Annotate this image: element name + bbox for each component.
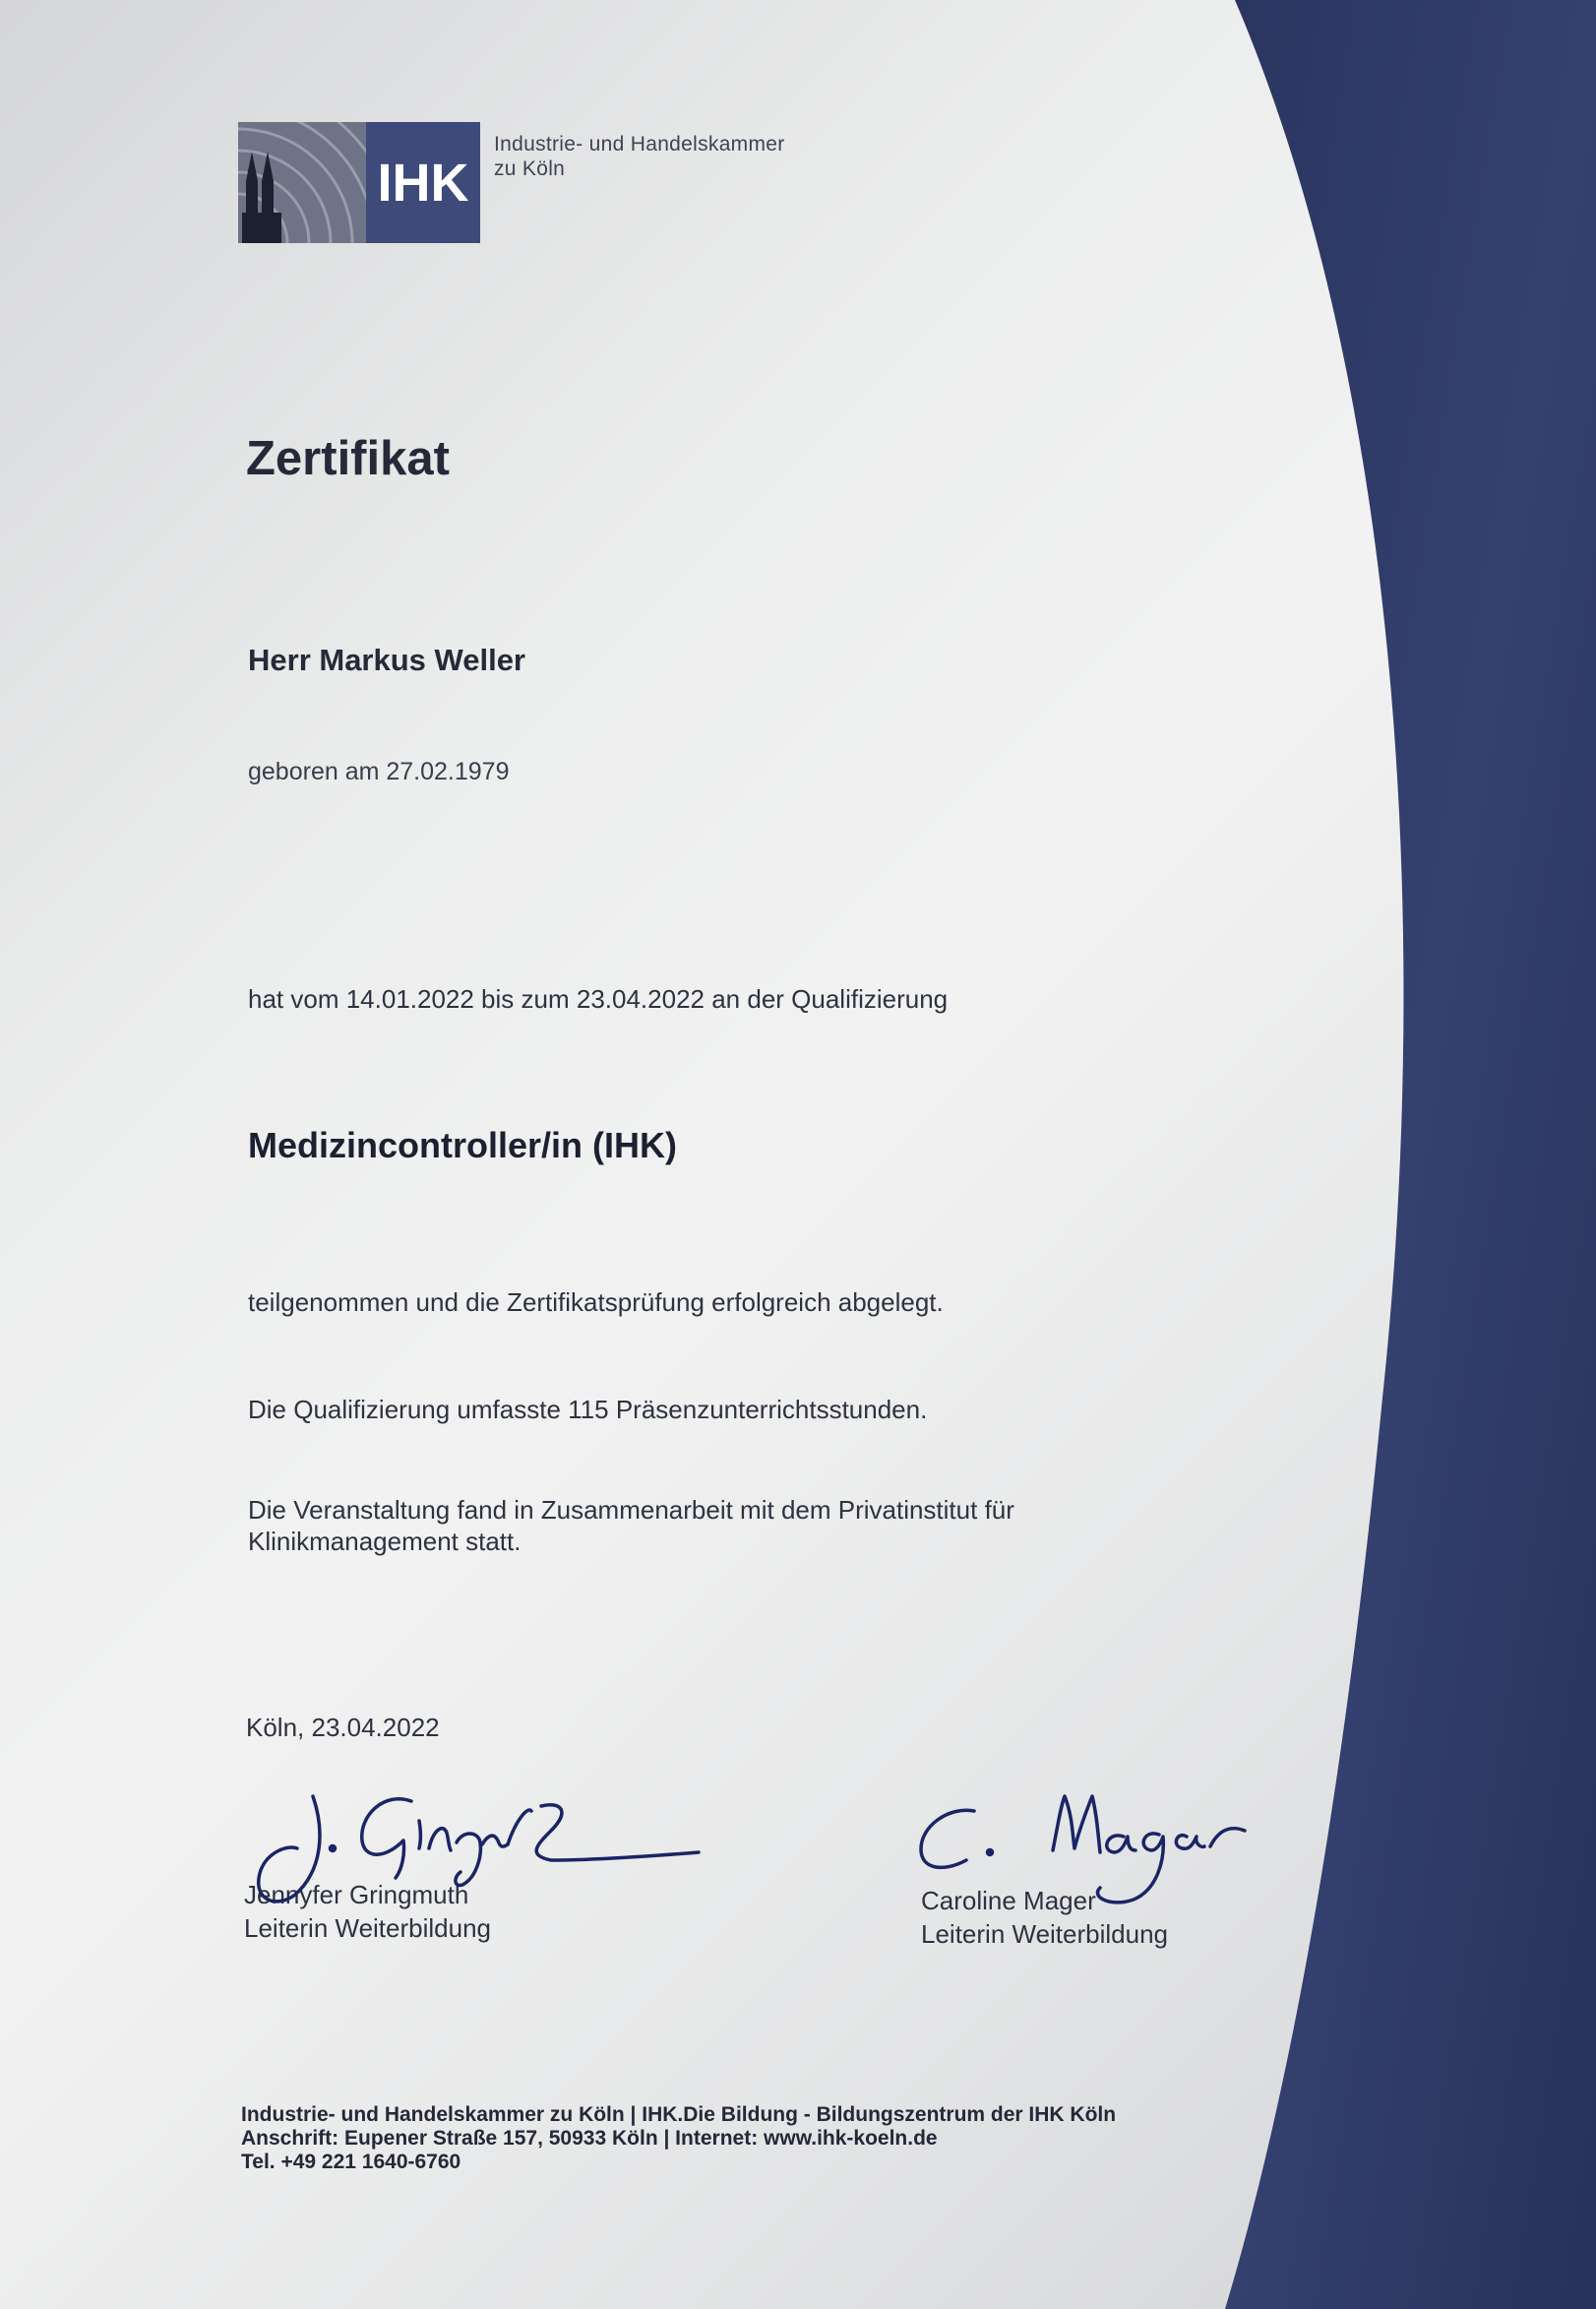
cooperation-statement: Die Veranstaltung fand in Zusammenarbeit mit dem Privatinstitut für Klinikmanagement statt. (248, 1495, 1014, 1556)
footer-line-2: Anschrift: Eupener Straße 157, 50933 Köln | Internet: www.ihk-koeln.de (241, 2127, 938, 2150)
course-title: Medizincontroller/in (IHK) (248, 1125, 677, 1165)
signature-right (905, 1781, 1259, 1949)
certificate-title: Zertifikat (246, 432, 450, 485)
logo-line-2: zu Köln (494, 157, 566, 180)
footer (241, 2103, 1116, 2174)
footer-line-3: Tel. +49 221 1640-6760 (241, 2151, 461, 2173)
logo-line-1: Industrie- und Handelskammer (494, 133, 785, 156)
signer-left-role: Leiterin Weiterbildung (244, 1913, 491, 1943)
hours-statement: Die Qualifizierung umfasste 115 Präsenzunterrichtsstunden. (248, 1395, 928, 1424)
ihk-logo-text (494, 132, 785, 181)
footer-line-1: Industrie- und Handelskammer zu Köln | IHK.Die Bildung - Bildungszentrum der IHK Köln (241, 2103, 1117, 2126)
signer-right-role: Leiterin Weiterbildung (921, 1919, 1168, 1949)
recipient-name: Herr Markus Weller (248, 643, 525, 677)
birth-date: geboren am 27.02.1979 (248, 758, 510, 785)
signer-left-name: Jennyfer Gringmuth (244, 1880, 469, 1909)
signature-left (236, 1762, 708, 1919)
signer-right-name: Caroline Mager (921, 1886, 1096, 1915)
svg-text:IHK: IHK (377, 154, 469, 213)
completion-statement: teilgenommen und die Zertifikatsprüfung erfolgreich abgelegt. (248, 1287, 944, 1317)
place-date: Köln, 23.04.2022 (246, 1713, 440, 1742)
ihk-logo (238, 122, 785, 243)
cologne-cathedral-logo-icon (238, 122, 480, 243)
qualification-period: hat vom 14.01.2022 bis zum 23.04.2022 an der Qualifizierung (248, 984, 949, 1014)
